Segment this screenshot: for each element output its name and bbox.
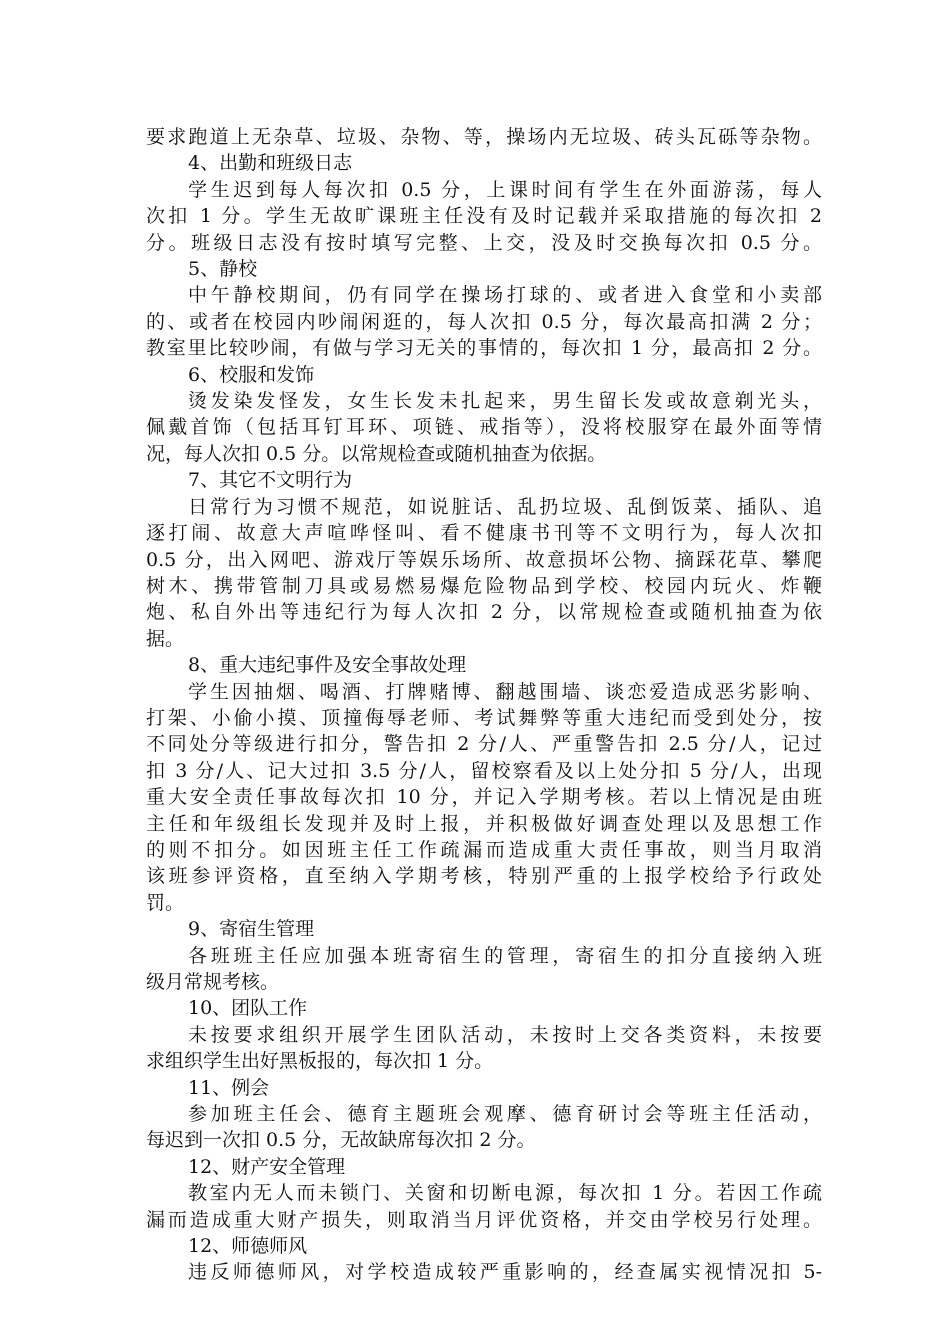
section-heading: 10、团队工作 bbox=[188, 997, 308, 1020]
paragraph-line: 未按要求组织开展学生团队活动，未按时上交各类资料，未按要 bbox=[188, 1023, 822, 1046]
paragraph-line: 日常行为习惯不规范，如说脏话、乱扔垃圾、乱倒饭菜、插队、追 bbox=[188, 495, 822, 518]
paragraph-line: 次扣 1 分。学生无故旷课班主任没有及时记载并采取措施的每次扣 2 bbox=[146, 205, 822, 228]
section-heading: 5、静校 bbox=[188, 258, 258, 281]
paragraph-line: 各班班主任应加强本班寄宿生的管理，寄宿生的扣分直接纳入班 bbox=[188, 944, 822, 967]
paragraph-line: 烫发染发怪发，女生长发未扎起来，男生留长发或故意剃光头， bbox=[188, 390, 822, 413]
paragraph-line: 学生因抽烟、喝酒、打牌赌博、翻越围墙、谈恋爱造成恶劣影响、 bbox=[188, 680, 822, 703]
paragraph-line: 况，每人次扣 0.5 分。以常规检查或随机抽查为依据。 bbox=[146, 442, 607, 465]
paragraph-line: 打架、小偷小摸、顶撞侮辱老师、考试舞弊等重大违纪而受到处分，按 bbox=[146, 706, 822, 729]
section-heading: 7、其它不文明行为 bbox=[188, 469, 353, 492]
paragraph-line: 该班参评资格，直至纳入学期考核，特别严重的上报学校给予行政处 bbox=[146, 865, 822, 888]
section-heading: 11、例会 bbox=[188, 1076, 270, 1099]
section-heading: 12、财产安全管理 bbox=[188, 1155, 346, 1178]
paragraph-line: 级月常规考核。 bbox=[146, 971, 280, 993]
paragraph-line: 据。 bbox=[146, 627, 185, 650]
paragraph-line: 主任和年级组长发现并及时上报，并积极做好调查处理以及思想工作 bbox=[146, 812, 822, 835]
paragraph-line: 每迟到一次扣 0.5 分，无故缺席每次扣 2 分。 bbox=[146, 1129, 536, 1152]
document-body bbox=[146, 124, 822, 1286]
paragraph-line: 漏而造成重大财产损失，则取消当月评优资格，并交由学校另行处理。 bbox=[146, 1208, 822, 1231]
paragraph-line: 要求跑道上无杂草、垃圾、杂物、等，操场内无垃圾、砖头瓦砾等杂物。 bbox=[146, 126, 822, 148]
paragraph-line: 分。班级日志没有按时填写完整、上交，没及时交换每次扣 0.5 分。 bbox=[146, 231, 822, 254]
section-heading: 6、校服和发饰 bbox=[188, 363, 315, 386]
paragraph-line: 逐打闹、故意大声喧哗怪叫、看不健康书刊等不文明行为，每人次扣 bbox=[146, 522, 822, 545]
paragraph-line: 参加班主任会、德育主题班会观摩、德育研讨会等班主任活动， bbox=[188, 1103, 822, 1126]
paragraph-line: 炮、私自外出等违纪行为每人次扣 2 分，以常规检查或随机抽查为依 bbox=[146, 601, 822, 624]
paragraph-line: 重大安全责任事故每次扣 10 分，并记入学期考核。若以上情况是由班 bbox=[146, 786, 822, 809]
paragraph-line: 中午静校期间，仍有同学在操场打球的、或者进入食堂和小卖部 bbox=[188, 284, 822, 307]
paragraph-line: 教室里比较吵闹，有做与学习无关的事情的，每次扣 1 分，最高扣 2 分。 bbox=[146, 337, 822, 360]
section-heading: 9、寄宿生管理 bbox=[188, 918, 315, 941]
section-heading: 12、师德师风 bbox=[188, 1235, 308, 1258]
paragraph-line: 违反师德师风，对学校造成较严重影响的，经查属实视情况扣 5- bbox=[188, 1261, 822, 1284]
paragraph-line: 的则不扣分。如因班主任工作疏漏而造成重大责任事故，则当月取消 bbox=[146, 838, 822, 861]
paragraph-line: 罚。 bbox=[146, 891, 185, 914]
paragraph-line: 求组织学生出好黑板报的，每次扣 1 分。 bbox=[146, 1050, 494, 1073]
section-heading: 4、出勤和班级日志 bbox=[188, 152, 353, 175]
paragraph-line: 的、或者在校园内吵闹闲逛的，每人次扣 0.5 分，每次最高扣满 2 分； bbox=[146, 310, 822, 333]
paragraph-line: 树木、携带管制刀具或易燃易爆危险物品到学校、校园内玩火、炸鞭 bbox=[146, 574, 822, 597]
paragraph-line: 佩戴首饰（包括耳钉耳环、项链、戒指等），没将校服穿在最外面等情 bbox=[146, 416, 822, 439]
paragraph-line: 不同处分等级进行扣分，警告扣 2 分/人、严重警告扣 2.5 分/人，记过 bbox=[146, 733, 822, 756]
paragraph-line: 教室内无人而未锁门、关窗和切断电源，每次扣 1 分。若因工作疏 bbox=[188, 1182, 822, 1205]
paragraph-line: 0.5 分，出入网吧、游戏厅等娱乐场所、故意损坏公物、摘踩花草、攀爬 bbox=[146, 548, 822, 571]
paragraph-line: 扣 3 分/人、记大过扣 3.5 分/人，留校察看及以上处分扣 5 分/人，出现 bbox=[146, 759, 822, 782]
section-heading: 8、重大违纪事件及安全事故处理 bbox=[188, 654, 467, 677]
paragraph-line: 学生迟到每人每次扣 0.5 分，上课时间有学生在外面游荡，每人 bbox=[188, 178, 822, 201]
